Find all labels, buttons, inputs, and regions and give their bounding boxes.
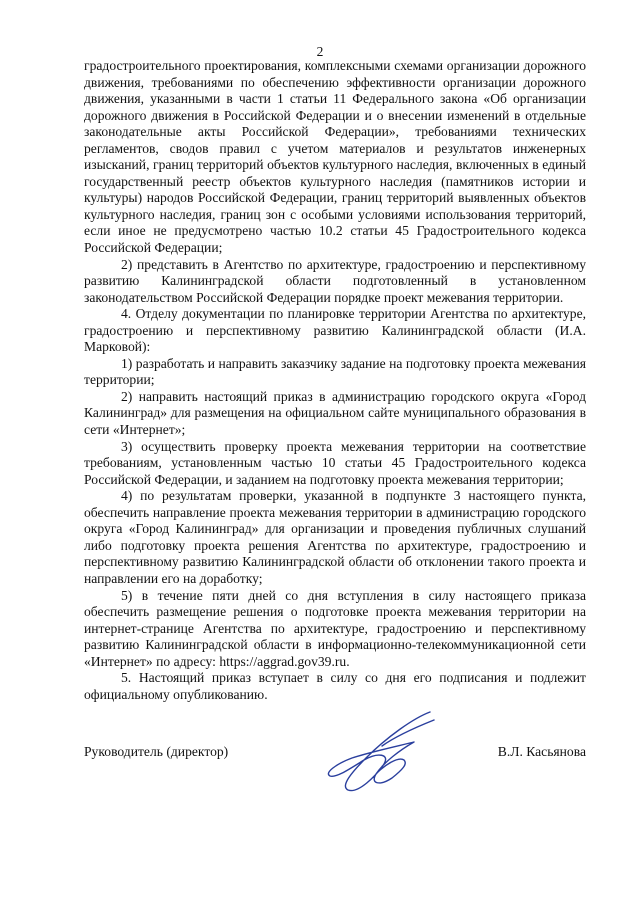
paragraph-item-4-5: 5) в течение пяти дней со дня вступления в силу настоящего приказа обеспечить размещение решения о подготовке проекта межевания территории на интернет-странице Агентства по архитектуре, градостроению и перспективному развитию Калининградской области в информационно-телекоммуникационной сети «Интернет» по адресу: https://aggrad.gov39.ru. bbox=[84, 587, 586, 669]
paragraph-clause-5: 5. Настоящий приказ вступает в силу со дня его подписания и подлежит официальному опубликованию. bbox=[84, 670, 586, 702]
paragraph-item-4-2: 2) направить настоящий приказ в администрацию городского округа «Город Калининград» для размещения на официальном сайте муниципального образования в сети «Интернет»; bbox=[84, 388, 586, 438]
document-body bbox=[84, 58, 586, 703]
paragraph-clause-4: 4. Отделу документации по планировке территории Агентства по архитектуре, градостроению и перспективному развитию Калининградской области (И.А. Марковой): bbox=[84, 306, 586, 355]
signatory-title: Руководитель (директор) bbox=[84, 744, 229, 759]
paragraph-item-4-3: 3) осуществить проверку проекта межевания территории на соответствие требованиям, установленным частью 10 статьи 45 Градостроительного кодекса Российской Федерации, и заданием на подготовку проекта межевания территории; bbox=[84, 438, 586, 487]
paragraph-item-4-1: 1) разработать и направить заказчику задание на подготовку проекта межевания территории; bbox=[84, 355, 586, 388]
paragraph-item-4-4: 4) по результатам проверки, указанной в подпункте 3 настоящего пункта, обеспечить направление проекта межевания территории в администрацию городского округа «Город Калининград» для организации и проведения публичных слушаний либо подготовку проекта решения Агентства по архитектуре, градостроению и перспективному развитию Калининградской области об отклонении такого проекта и направлении его на доработку; bbox=[84, 488, 586, 586]
paragraph-continuation: градостроительного проектирования, комплексными схемами организации дорожного движения, требованиями по обеспечению эффективности организации дорожного движения, указанными в части 1 статьи 11 Федерального закона «Об организации дорожного движения в Российской Федерации и о внесении изменений в отдельные законодательные акты Российской Федерации», требованиями технических регламентов, сводов правил с учетом материалов и результатов инженерных изысканий, границ территорий объектов культурного наследия, включенных в единый государственный реестр объектов культурного наследия (памятников истории и культуры) народов Российской Федерации, границ территорий выявленных объектов культурного наследия, границ зон с особыми условиями использования территорий, если иное не предусмотрено частью 10.2 статьи 45 Градостроительного кодекса Российской Федерации; bbox=[84, 58, 586, 256]
page-number: 2 bbox=[316, 44, 324, 59]
paragraph-item-3-2: 2) представить в Агентство по архитектуре, градостроению и перспективному развитию Калининградской области подготовленный в установленном законодательством Российской Федерации порядке проект межевания территории. bbox=[84, 256, 586, 305]
signature-block bbox=[84, 744, 586, 764]
signatory-name: В.Л. Касьянова bbox=[497, 744, 586, 759]
